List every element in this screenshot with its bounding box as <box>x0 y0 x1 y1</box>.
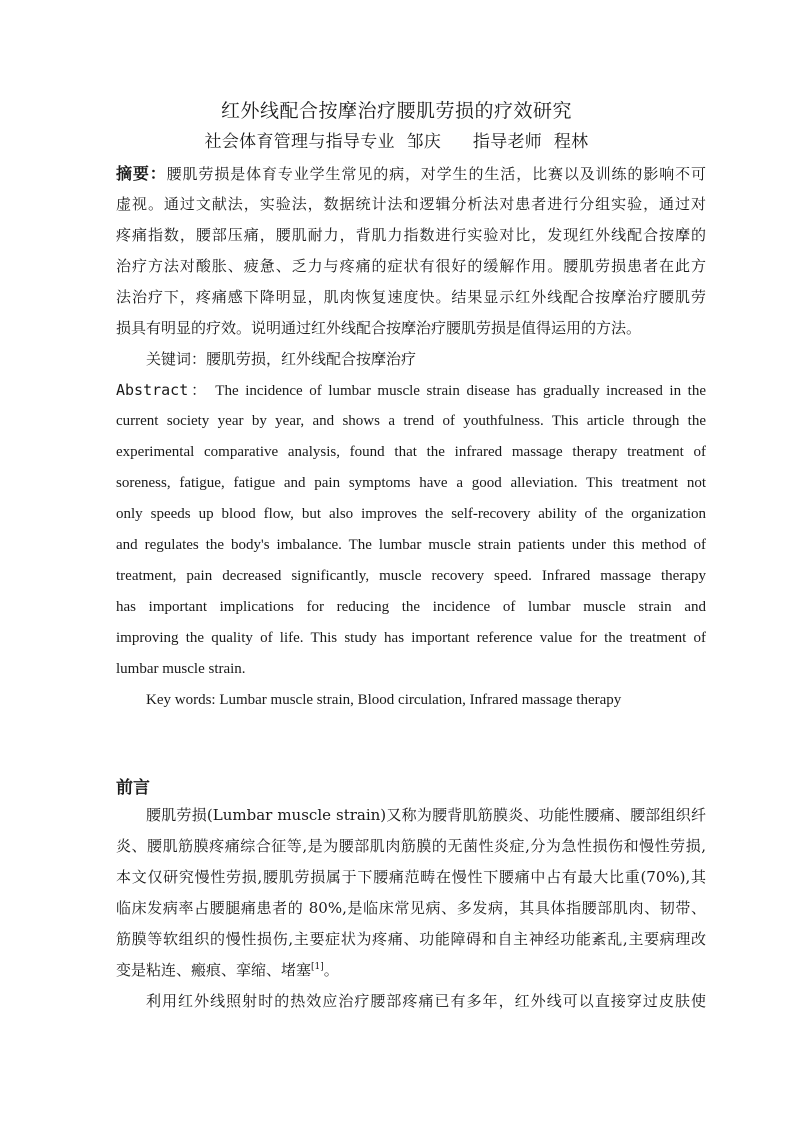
abstract-en-label: Abstract： <box>116 381 209 399</box>
abstract-zh-label: 摘要： <box>116 164 167 183</box>
abstract-en-line: treatment, pain decreased significantly, muscle recovery speed. Infrared massage therapy <box>116 568 706 584</box>
abstract-zh-line: 虚视。通过文献法，实验法，数据统计法和逻辑分析法对患者进行分组实验，通过对 <box>116 195 706 213</box>
preface-line: 炎、腰肌筋膜疼痛综合征等,是为腰部肌肉筋膜的无菌性炎症,分为急性损伤和慢性劳损, <box>116 837 706 855</box>
keywords-zh: 关键词：腰肌劳损，红外线配合按摩治疗 <box>146 350 417 368</box>
section-heading-preface: 前言 <box>116 778 150 798</box>
preface-line: 腰肌劳损(Lumbar muscle strain)又称为腰背肌筋膜炎、功能性腰痛、腰部组织纤 <box>146 806 706 824</box>
keywords-en: Key words: Lumbar muscle strain, Blood circulation, Infrared massage therapy <box>146 692 622 708</box>
abstract-en-line: only speeds up blood flow, but also improves the self-recovery ability of the organization <box>116 506 706 522</box>
abstract-en-line: current society year by year, and shows a trend of youthfulness. This article through the <box>116 413 706 429</box>
abstract-en-line: Abstract： The incidence of lumbar muscle strain disease has gradually increased in the <box>116 381 706 399</box>
abstract-zh-line: 疼痛指数，腰部压痛，腰肌耐力，背肌力指数进行实验对比，发现红外线配合按摩的 <box>116 226 706 244</box>
abstract-zh-line: 法治疗下，疼痛感下降明显，肌肉恢复速度快。结果显示红外线配合按摩治疗腰肌劳 <box>116 288 706 306</box>
preface-line: 临床发病率占腰腿痛患者的 80%,是临床常见病、多发病，其具体指腰部肌肉、韧带、 <box>116 899 706 917</box>
abstract-en-line: improving the quality of life. This study has important reference value for the treatment of <box>116 630 706 646</box>
advisor-label: 指导老师 <box>472 132 543 152</box>
preface-line: 变是粘连、瘢痕、挛缩、堵塞[1]。 <box>116 961 339 979</box>
abstract-zh-line: 治疗方法对酸胀、疲惫、乏力与疼痛的症状有很好的缓解作用。腰肌劳损患者在此方 <box>116 257 706 275</box>
abstract-zh <box>116 158 706 375</box>
abstract-en-line: lumbar muscle strain. <box>116 661 246 677</box>
major-name: 社会体育管理与指导专业 <box>204 132 395 152</box>
abstract-zh-line: 损具有明显的疗效。说明通过红外线配合按摩治疗腰肌劳损是值得运用的方法。 <box>116 319 642 337</box>
abstract-zh-line: 摘要：腰肌劳损是体育专业学生常见的病，对学生的生活，比赛以及训练的影响不可 <box>116 164 706 183</box>
abstract-en-line: soreness, fatigue, fatigue and pain symptoms have a good alleviation. This treatment not <box>116 475 706 491</box>
abstract-en-line: experimental comparative analysis, found that the infrared massage therapy treatment of <box>116 444 706 460</box>
preface-line: 筋膜等软组织的慢性损伤,主要症状为疼痛、功能障碍和自主神经功能紊乱,主要病理改 <box>116 930 706 948</box>
preface-line: 利用红外线照射时的热效应治疗腰部疼痛已有多年，红外线可以直接穿过皮肤使 <box>146 992 706 1010</box>
preface-body <box>116 800 706 1017</box>
abstract-en <box>116 375 706 716</box>
student-name: 邹庆 <box>406 132 442 152</box>
author-line <box>0 127 793 157</box>
abstract-en-line: has important implications for reducing the incidence of lumbar muscle strain and <box>116 599 706 615</box>
preface-line: 本文仅研究慢性劳损,腰肌劳损属于下腰痛范畴在慢性下腰痛中占有最大比重(70%),其 <box>116 868 706 886</box>
citation-ref[interactable]: [1] <box>311 962 324 972</box>
abstract-en-line: and regulates the body's imbalance. The lumbar muscle strain patients under this method of <box>116 537 706 553</box>
paper-title: 红外线配合按摩治疗腰肌劳损的疗效研究 <box>220 100 572 122</box>
advisor-name: 程林 <box>553 132 589 152</box>
